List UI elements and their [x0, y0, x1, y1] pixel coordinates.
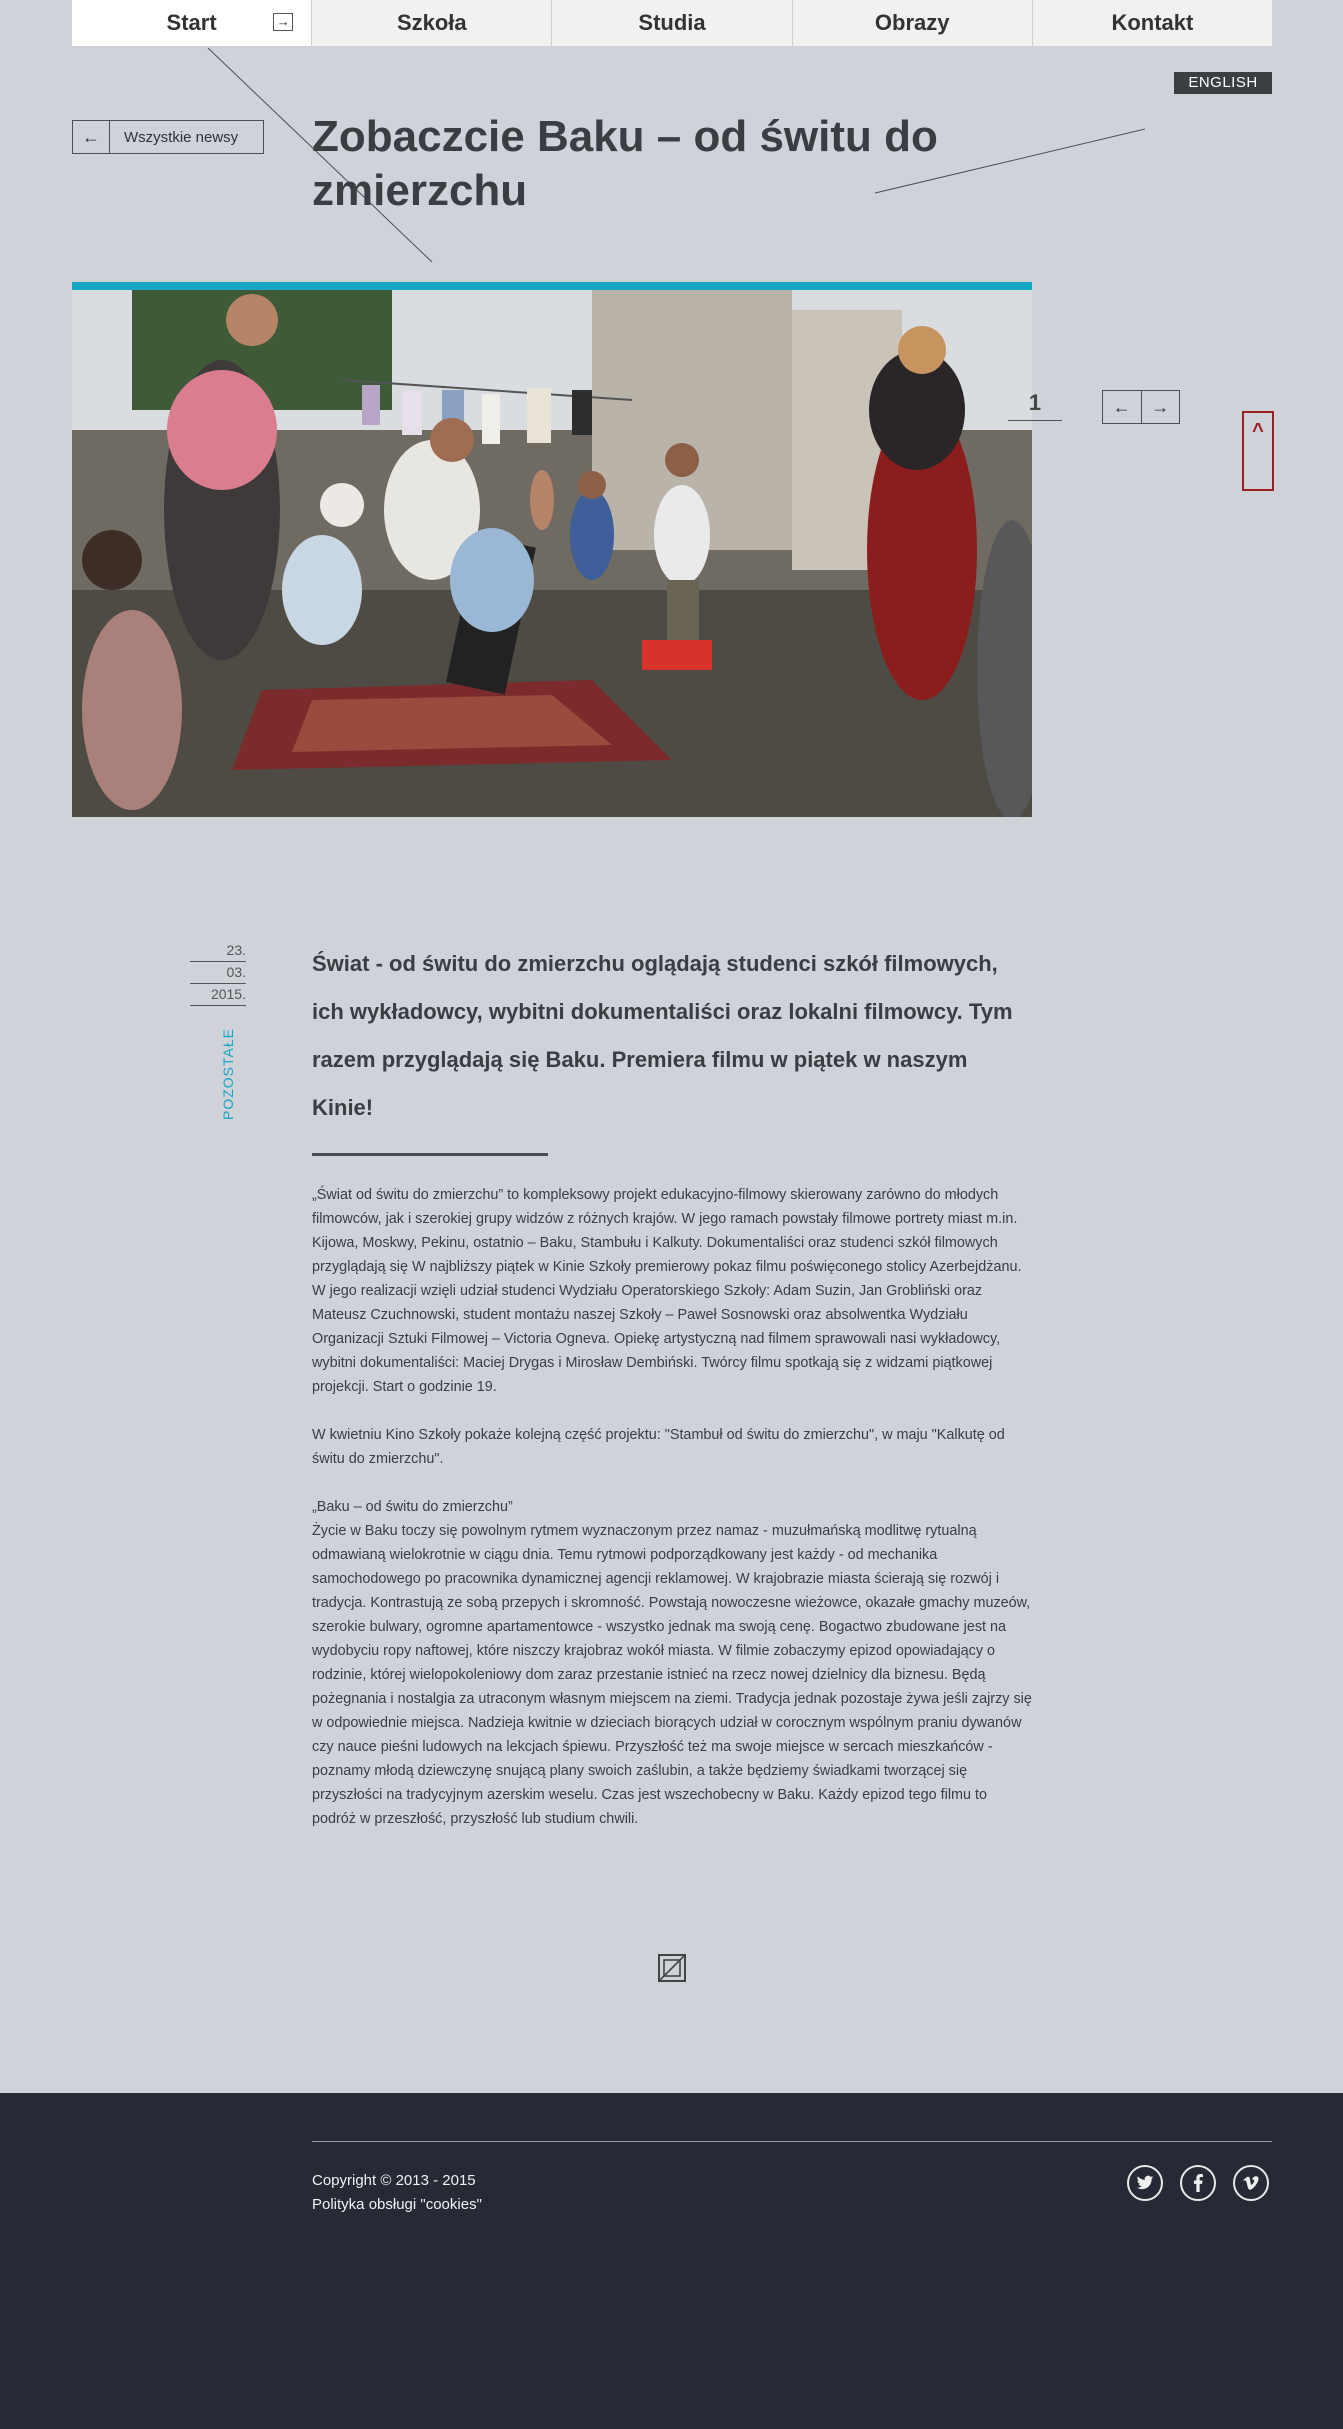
language-switch-button[interactable]: ENGLISH: [1174, 72, 1272, 94]
twitter-icon[interactable]: [1127, 2165, 1163, 2201]
nav-item-label: Szkoła: [396, 10, 467, 35]
nav-item-label: Obrazy: [874, 10, 950, 35]
date-year: 2015.: [190, 984, 246, 1006]
footer: [0, 2093, 1343, 2429]
article-lead: Świat - od świtu do zmierzchu oglądają studenci szkół filmowych, ich wykładowcy, wybitni dokumentaliści oraz lokalni filmowcy. Tym razem przyglądają się Baku. Premiera filmu w piątek w naszym Kinie!: [312, 951, 1013, 1120]
copyright: Copyright © 2013 - 2015: [312, 2172, 476, 2189]
footer-text: [312, 2169, 482, 2217]
arrow-left-icon: ←: [73, 121, 110, 153]
nav-item-label: Start: [166, 10, 217, 35]
article-body: [312, 1183, 1032, 1831]
gallery-counter: 1: [1008, 390, 1062, 421]
prev-arrow-icon[interactable]: ←: [1103, 391, 1142, 423]
date-month: 03.: [190, 962, 246, 984]
article-paragraph: „Świat od świtu do zmierzchu” to kompleksowy projekt edukacyjno-filmowy skierowany zarówno do młodych filmowców, jak i szerokiej grupy widzów z różnych krajów. W jego ramach powstały filmowe portrety miast m.in. Kijowa, Moskwy, Pekinu, ostatnio – Baku, Stambułu i Kalkuty. Dokumentaliści oraz studenci szkół filmowych przyglądają się W najbliższy piątek w Kinie Szkoły premierowy pokaz filmu poświęconego stolicy Azerbejdżanu. W jego realizacji wzięli udział studenci Wydziału Operatorskiego Szkoły: Adam Suzin, Jan Grobliński oraz Mateusz Czuchnowski, student montażu naszej Szkoły – Paweł Sosnowski oraz absolwentka Wydziału Organizacji Sztuki Filmowej – Victoria Ogneva. Opiekę artystyczną nad filmem sprawowali nasi wykładowcy, wybitni dokumentaliści: Maciej Drygas i Mirosław Dembiński. Twórcy filmu spotkają się z widzami piątkowej projekcji. Start o godzinie 19.: [312, 1187, 1022, 1395]
article-end-icon: [656, 1952, 688, 1984]
facebook-icon[interactable]: [1180, 2165, 1216, 2201]
date-day: 23.: [190, 940, 246, 962]
nav-item-label: Kontakt: [1111, 10, 1194, 35]
photo-accent-bar: [72, 282, 1032, 290]
all-news-label: Wszystkie newsy: [124, 128, 239, 146]
gallery-photo[interactable]: [72, 290, 1032, 817]
article-paragraph: W kwietniu Kino Szkoły pokaże kolejną część projektu: "Stambuł od świtu do zmierzchu", w maju "Kalkutę od świtu do zmierzchu".: [312, 1427, 1005, 1467]
photo-illustration: [72, 290, 1032, 817]
all-news-button[interactable]: [72, 120, 264, 154]
next-arrow-icon[interactable]: →: [1151, 397, 1170, 417]
nav-item-label: Studia: [638, 10, 706, 35]
footer-divider: [312, 2141, 1272, 2142]
category-link[interactable]: POZOSTAŁE: [220, 1028, 236, 1120]
gallery-pager: [1102, 390, 1180, 424]
lead-divider: [312, 1153, 548, 1156]
enter-arrow-icon: →: [273, 13, 293, 31]
scroll-top-button[interactable]: ^: [1242, 411, 1274, 491]
vimeo-icon[interactable]: [1233, 2165, 1269, 2201]
page-title: Zobaczcie Baku – od świtu do zmierzchu: [312, 112, 938, 215]
film-description: Życie w Baku toczy się powolnym rytmem wyznaczonym przez namaz - muzułmańską modlitwę rytualną odmawianą wielokrotnie w ciągu dnia. Temu rytmowi podporządkowany jest każdy - od mechanika samochodowego po pracownika dynamicznej agencji reklamowej. W krajobrazie miasta ścierają się rozwój i tradycja. Kontrastują ze sobą przepych i skromność. Powstają nowoczesne wieżowce, okazałe gmachy muzeów, szerokie bulwary, ogromne apartamentowce - wszystko jednak ma swoją cenę. Bogactwo zbudowane jest na wydobyciu ropy naftowej, które niszczy krajobraz wokół miasta. W filmie zobaczymy epizod opowiadający o rodzinie, której wielopokoleniowy dom zaraz przestanie istnieć na rzecz nowej dzielnicy dla biznesu. Będą pożegnania i nostalgia za utraconym własnym miejscem na ziemi. Tradycja jednak pozostaje żywa jeśli zajrzy się w odpowiednie miejsca. Nadzieja kwitnie w dzieciach biorących udział w corocznym wspólnym praniu dywanów czy nauce pieśni ludowych na lekcjach śpiewu. Przyszłość też ma swoje miejsce w sercach mieszkańców - poznamy młodą dziewczynę snującą plany swoich zaślubin, a także będziemy świadkami tworzącej się przyszłości na tradycyjnym azerskim weselu. Czas jest wszechobecny w Baku. Każdy epizod tego filmu to podróż w przeszłość, przyszłość lub studium chwili.: [312, 1523, 1032, 1827]
film-heading: „Baku – od świtu do zmierzchu”: [312, 1499, 513, 1515]
cookies-policy-link[interactable]: Polityka obsługi "cookies": [312, 2196, 482, 2213]
article-date: [190, 940, 246, 1006]
social-links: [1127, 2165, 1269, 2201]
